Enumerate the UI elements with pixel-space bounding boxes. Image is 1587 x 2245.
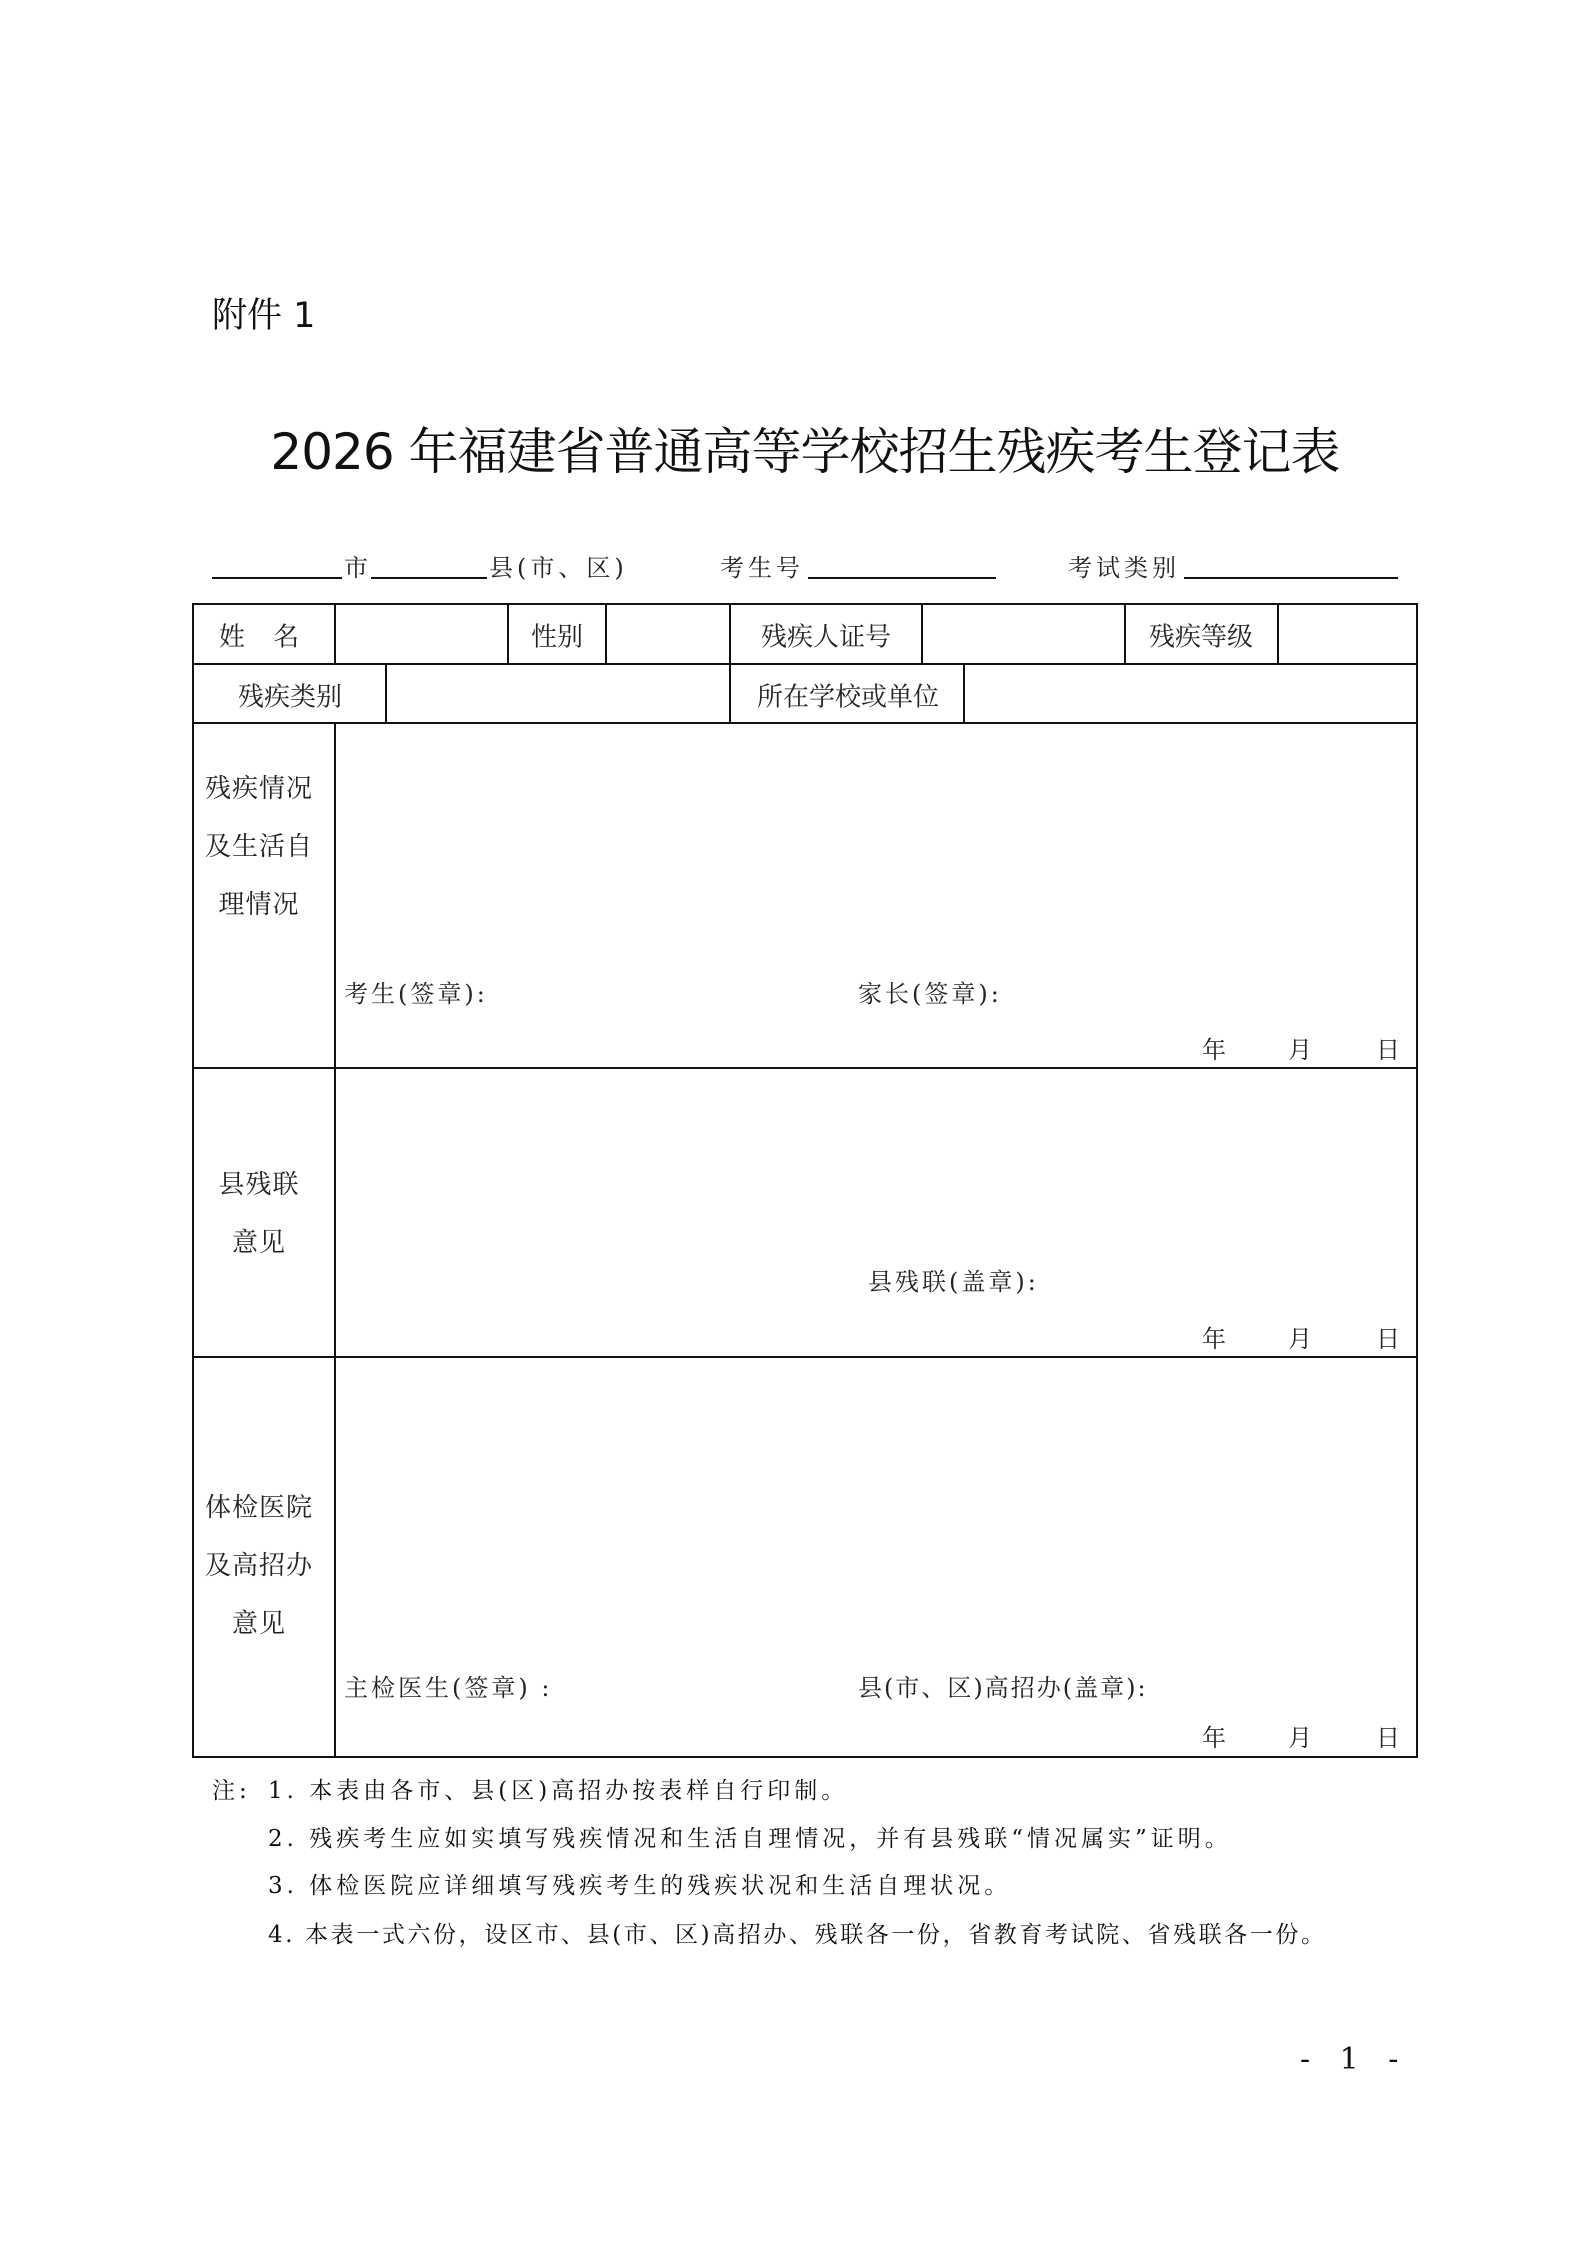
note-item: 1. 本表由各市、县(区)高招办按表样自行印制。	[268, 1778, 849, 1804]
section2-label-line: 意见	[231, 1228, 286, 1258]
note-item: 3. 体检医院应详细填写残疾考生的残疾状况和生活自理状况。	[268, 1873, 1012, 1899]
gender-label-cell	[507, 603, 607, 665]
page-title: 2026 年福建省普通高等学校招生残疾考生登记表	[270, 423, 1340, 481]
exam-category-blank[interactable]	[1184, 577, 1398, 579]
exam-number-blank[interactable]	[808, 577, 996, 579]
notes-prefix: 注:	[212, 1778, 251, 1804]
school-label: 所在学校或单位	[756, 682, 940, 713]
page-number: - 1 -	[1300, 2042, 1409, 2077]
attachment-label: 附件 1	[212, 296, 316, 336]
city-blank[interactable]	[212, 577, 342, 579]
disability-level-label-cell	[1124, 603, 1279, 665]
disability-type-field[interactable]	[385, 663, 731, 724]
disability-type-label-cell	[192, 663, 387, 724]
section1-label-line: 残疾情况	[204, 774, 313, 804]
parent-signature-label: 家长(签章):	[858, 980, 1002, 1008]
date-day: 日	[1376, 1325, 1400, 1353]
disability-cert-label-cell	[729, 603, 923, 665]
exam-number-label: 考生号	[720, 554, 804, 582]
disability-cert-label: 残疾人证号	[760, 622, 892, 653]
date-day: 日	[1376, 1724, 1400, 1752]
admissions-office-seal-label: 县(市、区)高招办(盖章):	[858, 1674, 1148, 1702]
date-month: 月	[1288, 1724, 1312, 1752]
date-year: 年	[1202, 1036, 1226, 1064]
date-month: 月	[1288, 1036, 1312, 1064]
school-field[interactable]	[963, 663, 1418, 724]
section2-label-line: 县残联	[218, 1170, 300, 1200]
gender-field[interactable]	[605, 603, 731, 665]
section3-label	[194, 1479, 324, 1653]
county-suffix: 县(市、区)	[489, 554, 628, 582]
section3-content[interactable]	[334, 1356, 1418, 1758]
city-suffix: 市	[344, 554, 372, 582]
section3-label-line: 及高招办	[204, 1551, 313, 1581]
section3-label-cell	[192, 1356, 336, 1758]
section1-label-cell	[192, 722, 336, 1069]
section1-label-line: 及生活自	[204, 832, 313, 862]
exam-category-label: 考试类别	[1068, 554, 1180, 582]
county-blank[interactable]	[371, 577, 487, 579]
disability-type-label: 残疾类别	[237, 682, 343, 713]
section2-label	[194, 1156, 324, 1272]
registration-form	[192, 603, 1418, 1758]
gender-label: 性别	[530, 622, 584, 653]
name-field[interactable]	[334, 603, 509, 665]
date-year: 年	[1202, 1325, 1226, 1353]
section1-content[interactable]	[334, 722, 1418, 1069]
chief-doctor-signature-label: 主检医生(签章) :	[344, 1674, 553, 1702]
name-label: 姓 名	[218, 622, 310, 653]
section2-content[interactable]	[334, 1067, 1418, 1358]
note-item: 2. 残疾考生应如实填写残疾情况和生活自理情况，并有县残联“情况属实”证明。	[268, 1826, 1232, 1852]
name-label-cell	[192, 603, 336, 665]
section1-label-line: 理情况	[218, 890, 300, 920]
section3-label-line: 意见	[231, 1609, 286, 1639]
date-month: 月	[1288, 1325, 1312, 1353]
date-year: 年	[1202, 1724, 1226, 1752]
school-label-cell	[729, 663, 965, 724]
section2-label-cell	[192, 1067, 336, 1358]
note-item: 4. 本表一式六份，设区市、县(市、区)高招办、残联各一份，省教育考试院、省残联各一份。	[268, 1922, 1327, 1948]
student-signature-label: 考生(签章):	[344, 980, 488, 1008]
date-day: 日	[1376, 1036, 1400, 1064]
section1-label	[194, 760, 324, 934]
disability-federation-seal-label: 县残联(盖章):	[868, 1268, 1039, 1296]
section3-label-line: 体检医院	[204, 1493, 313, 1523]
disability-cert-field[interactable]	[921, 603, 1126, 665]
disability-level-label: 残疾等级	[1148, 622, 1254, 653]
disability-level-field[interactable]	[1277, 603, 1418, 665]
